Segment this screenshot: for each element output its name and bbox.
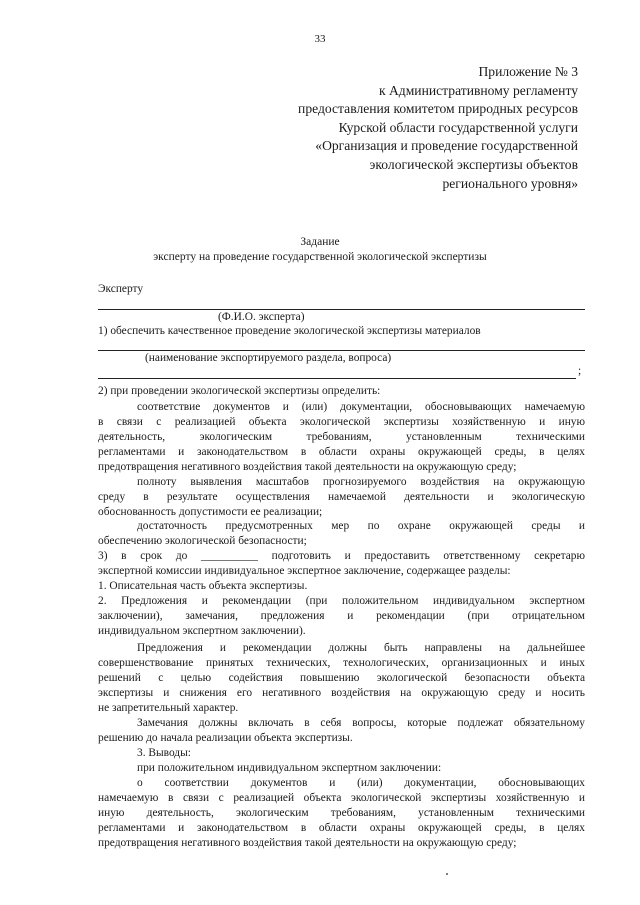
proposals-line: совершенствование принятых технических, технологических, организационных и иных bbox=[98, 657, 585, 669]
sufficiency-line: достаточность предусмотренных мер по охране окружающей среды и bbox=[137, 520, 585, 532]
conclusion-line: иную деятельность, экологическим требованиям, установленным техническими bbox=[98, 807, 585, 819]
remarks-line: решению до начала реализации объекта экспертизы. bbox=[98, 732, 353, 744]
expert-label: Эксперту bbox=[98, 283, 144, 295]
compliance-line: предотвращения негативного воздействия такой деятельности на окружающую среду; bbox=[98, 461, 517, 473]
appendix-line: Курской области государственной услуги bbox=[338, 119, 578, 135]
conclusion-line: намечаемую в связи с реализацией объекта экологической экспертизы хозяйственную и bbox=[98, 792, 585, 804]
section-3: 3. Выводы: bbox=[137, 747, 191, 759]
section-caption: (наименование экспортируемого раздела, вопроса) bbox=[145, 352, 392, 364]
item-3-line: 3) в срок до __________ подготовить и предоставить ответственному секретарю bbox=[98, 550, 585, 562]
fio-caption: (Ф.И.О. эксперта) bbox=[218, 311, 305, 323]
remarks-line: Замечания должны включать в себя вопросы, которые подлежат обязательному bbox=[137, 717, 585, 729]
appendix-line: Приложение № 3 bbox=[478, 64, 578, 79]
semicolon: ; bbox=[578, 365, 582, 377]
completeness-line: среду в результате осуществления намечаемой деятельности и экологическую bbox=[98, 491, 585, 503]
scan-speck bbox=[446, 873, 448, 875]
page-number: 33 bbox=[314, 33, 326, 45]
conclusion-line: регламентами и законодательством в области охраны окружающей среды, в целях bbox=[98, 822, 585, 834]
appendix-header bbox=[298, 63, 578, 193]
compliance-line: деятельность, экологическим требованиям, установленным техническими bbox=[98, 431, 585, 443]
compliance-line: регламентами и законодательством в области охраны окружающей среды, в целях bbox=[98, 446, 585, 458]
appendix-line: регионального уровня» bbox=[442, 175, 578, 191]
proposals-line: Предложения и рекомендации должны быть направлены на дальнейшее bbox=[137, 642, 585, 654]
item-2-header: 2) при проведении экологической экспертизы определить: bbox=[98, 385, 381, 397]
item-1: 1) обеспечить качественное проведение экологической экспертизы материалов bbox=[98, 325, 481, 337]
positive-conclusion-label: при положительном индивидуальном экспертном заключении: bbox=[137, 762, 442, 774]
materials-line bbox=[98, 350, 585, 351]
proposals-line: не запретительный характер. bbox=[98, 702, 239, 714]
compliance-line: в связи с реализацией объекта экологической экспертизы хозяйственную и иную bbox=[98, 416, 585, 428]
item-3-line: экспертной комиссии индивидуальное экспертное заключение, содержащее разделы: bbox=[98, 565, 511, 577]
completeness-line: полноту выявления масштабов прогнозируемого воздействия на окружающую bbox=[137, 476, 585, 488]
conclusion-line: предотвращения негативного воздействия такой деятельности на окружающую среду; bbox=[98, 837, 517, 849]
section-2-line: индивидуальном экспертном заключении). bbox=[98, 625, 306, 637]
appendix-line: экологической экспертизы объектов bbox=[369, 156, 578, 172]
conclusion-line: о соответствии документов и (или) документации, обосновывающих bbox=[137, 777, 585, 789]
section-line bbox=[98, 378, 576, 379]
appendix-line: «Организация и проведение государственной bbox=[315, 138, 578, 154]
section-1: 1. Описательная часть объекта экспертизы. bbox=[98, 580, 308, 592]
appendix-line: к Административному регламенту bbox=[378, 82, 578, 98]
completeness-line: обоснованность допустимости ее реализации; bbox=[98, 506, 323, 518]
proposals-line: экспертизы и снижения его негативного воздействия на окружающую среду и носить bbox=[98, 687, 585, 699]
section-2-line: заключении), замечания, предложения и рекомендации (при отрицательном bbox=[98, 610, 585, 622]
proposals-line: решений с целью содействия повышению экологической безопасности объекта bbox=[98, 672, 585, 684]
section-2-line: 2. Предложения и рекомендации (при положительном индивидуальном экспертном bbox=[98, 595, 585, 607]
compliance-line: соответствие документов и (или) документации, обосновывающих намечаемую bbox=[137, 401, 585, 413]
appendix-line: предоставления комитетом природных ресурсов bbox=[298, 101, 578, 117]
sufficiency-line: обеспечению экологической безопасности; bbox=[98, 535, 307, 547]
document-title: Задание bbox=[300, 236, 340, 248]
document-subtitle: эксперту на проведение государственной экологической экспертизы bbox=[153, 251, 487, 263]
expert-name-line bbox=[98, 309, 585, 310]
